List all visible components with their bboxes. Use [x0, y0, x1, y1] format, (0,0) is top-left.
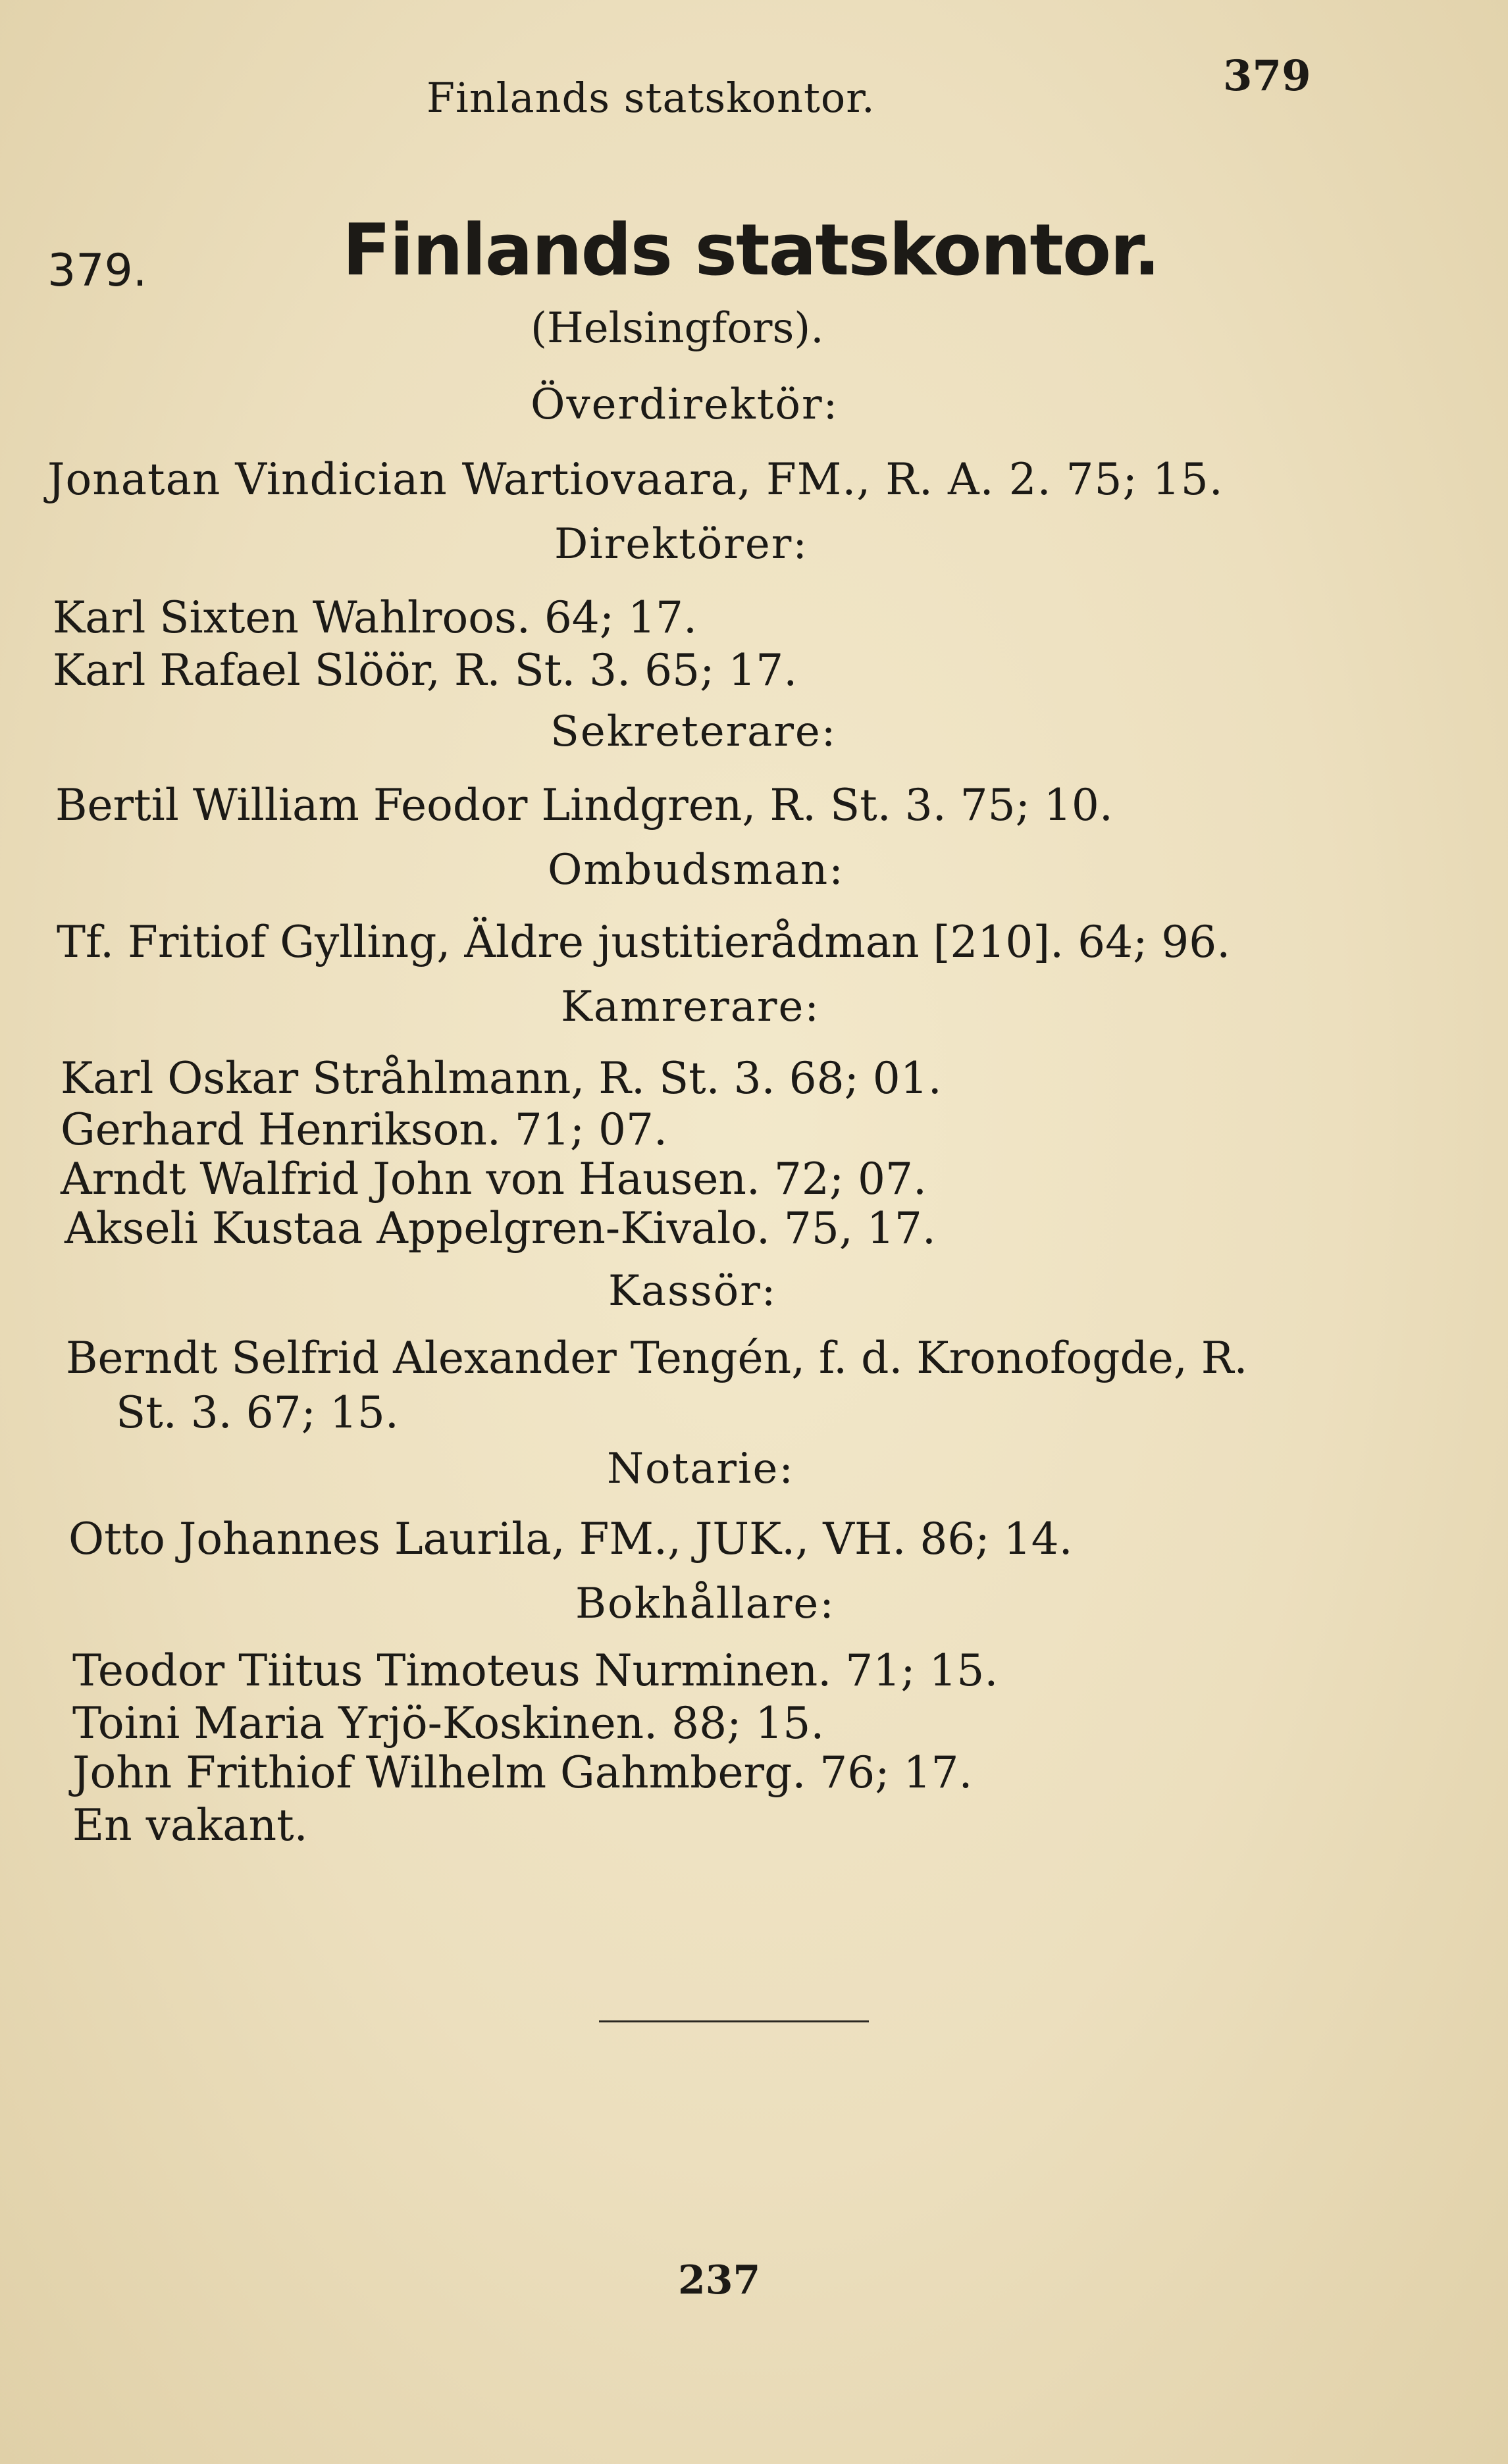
entry-overdirektor: Jonatan Vindician Wartiovaara, FM., R. A. 2. 75; 15. [47, 454, 1224, 505]
section-end-rule [599, 2020, 869, 2022]
section-number: 379. [47, 245, 147, 297]
entry-kamrerare-4: Akseli Kustaa Appelgren-Kivalo. 75, 17. [65, 1203, 936, 1254]
folio-number: 237 [678, 2257, 761, 2303]
heading-direktorer: Direktörer: [554, 520, 808, 569]
entry-kamrerare-1: Karl Oskar Stråhlmann, R. St. 3. 68; 01. [61, 1053, 942, 1104]
heading-kamrerare: Kamrerare: [561, 983, 820, 1031]
heading-ombudsman: Ombudsman: [548, 846, 845, 894]
section-title: Finlands statskontor. [342, 209, 1160, 292]
entry-kassor-line-1: Berndt Selfrid Alexander Tengén, f. d. Kronofogde, R. [66, 1333, 1248, 1383]
entry-kamrerare-2: Gerhard Henrikson. 71; 07. [61, 1104, 667, 1155]
entry-bokhallare-3: John Frithiof Wilhelm Gahmberg. 76; 17. [72, 1747, 973, 1798]
heading-notarie: Notarie: [607, 1445, 794, 1493]
running-head-title: Finlands statskontor. [427, 74, 875, 122]
entry-ombudsman: Tf. Fritiof Gylling, Äldre justitierådman [210]. 64; 96. [57, 917, 1231, 967]
heading-kassor: Kassör: [608, 1267, 777, 1316]
entry-sekreterare: Bertil William Feodor Lindgren, R. St. 3. 75; 10. [55, 780, 1113, 831]
heading-sekreterare: Sekreterare: [550, 707, 837, 756]
entry-direktor-1: Karl Sixten Wahlroos. 64; 17. [53, 592, 697, 643]
entry-kamrerare-3: Arndt Walfrid John von Hausen. 72; 07. [61, 1154, 927, 1204]
entry-bokhallare-4: En vakant. [72, 1800, 308, 1851]
entry-bokhallare-2: Toini Maria Yrjö-Koskinen. 88; 15. [72, 1698, 825, 1749]
heading-overdirektor: Överdirektör: [531, 380, 839, 429]
section-subtitle: (Helsingfors). [531, 304, 824, 353]
running-head-page-number: 379 [1223, 51, 1311, 101]
entry-notarie: Otto Johannes Laurila, FM., JUK., VH. 86; 14. [68, 1514, 1073, 1564]
heading-bokhallare: Bokhållare: [575, 1579, 835, 1628]
entry-direktor-2: Karl Rafael Slöör, R. St. 3. 65; 17. [53, 645, 798, 696]
entry-kassor-line-2: St. 3. 67; 15. [116, 1387, 399, 1438]
entry-bokhallare-1: Teodor Tiitus Timoteus Nurminen. 71; 15. [72, 1645, 999, 1696]
